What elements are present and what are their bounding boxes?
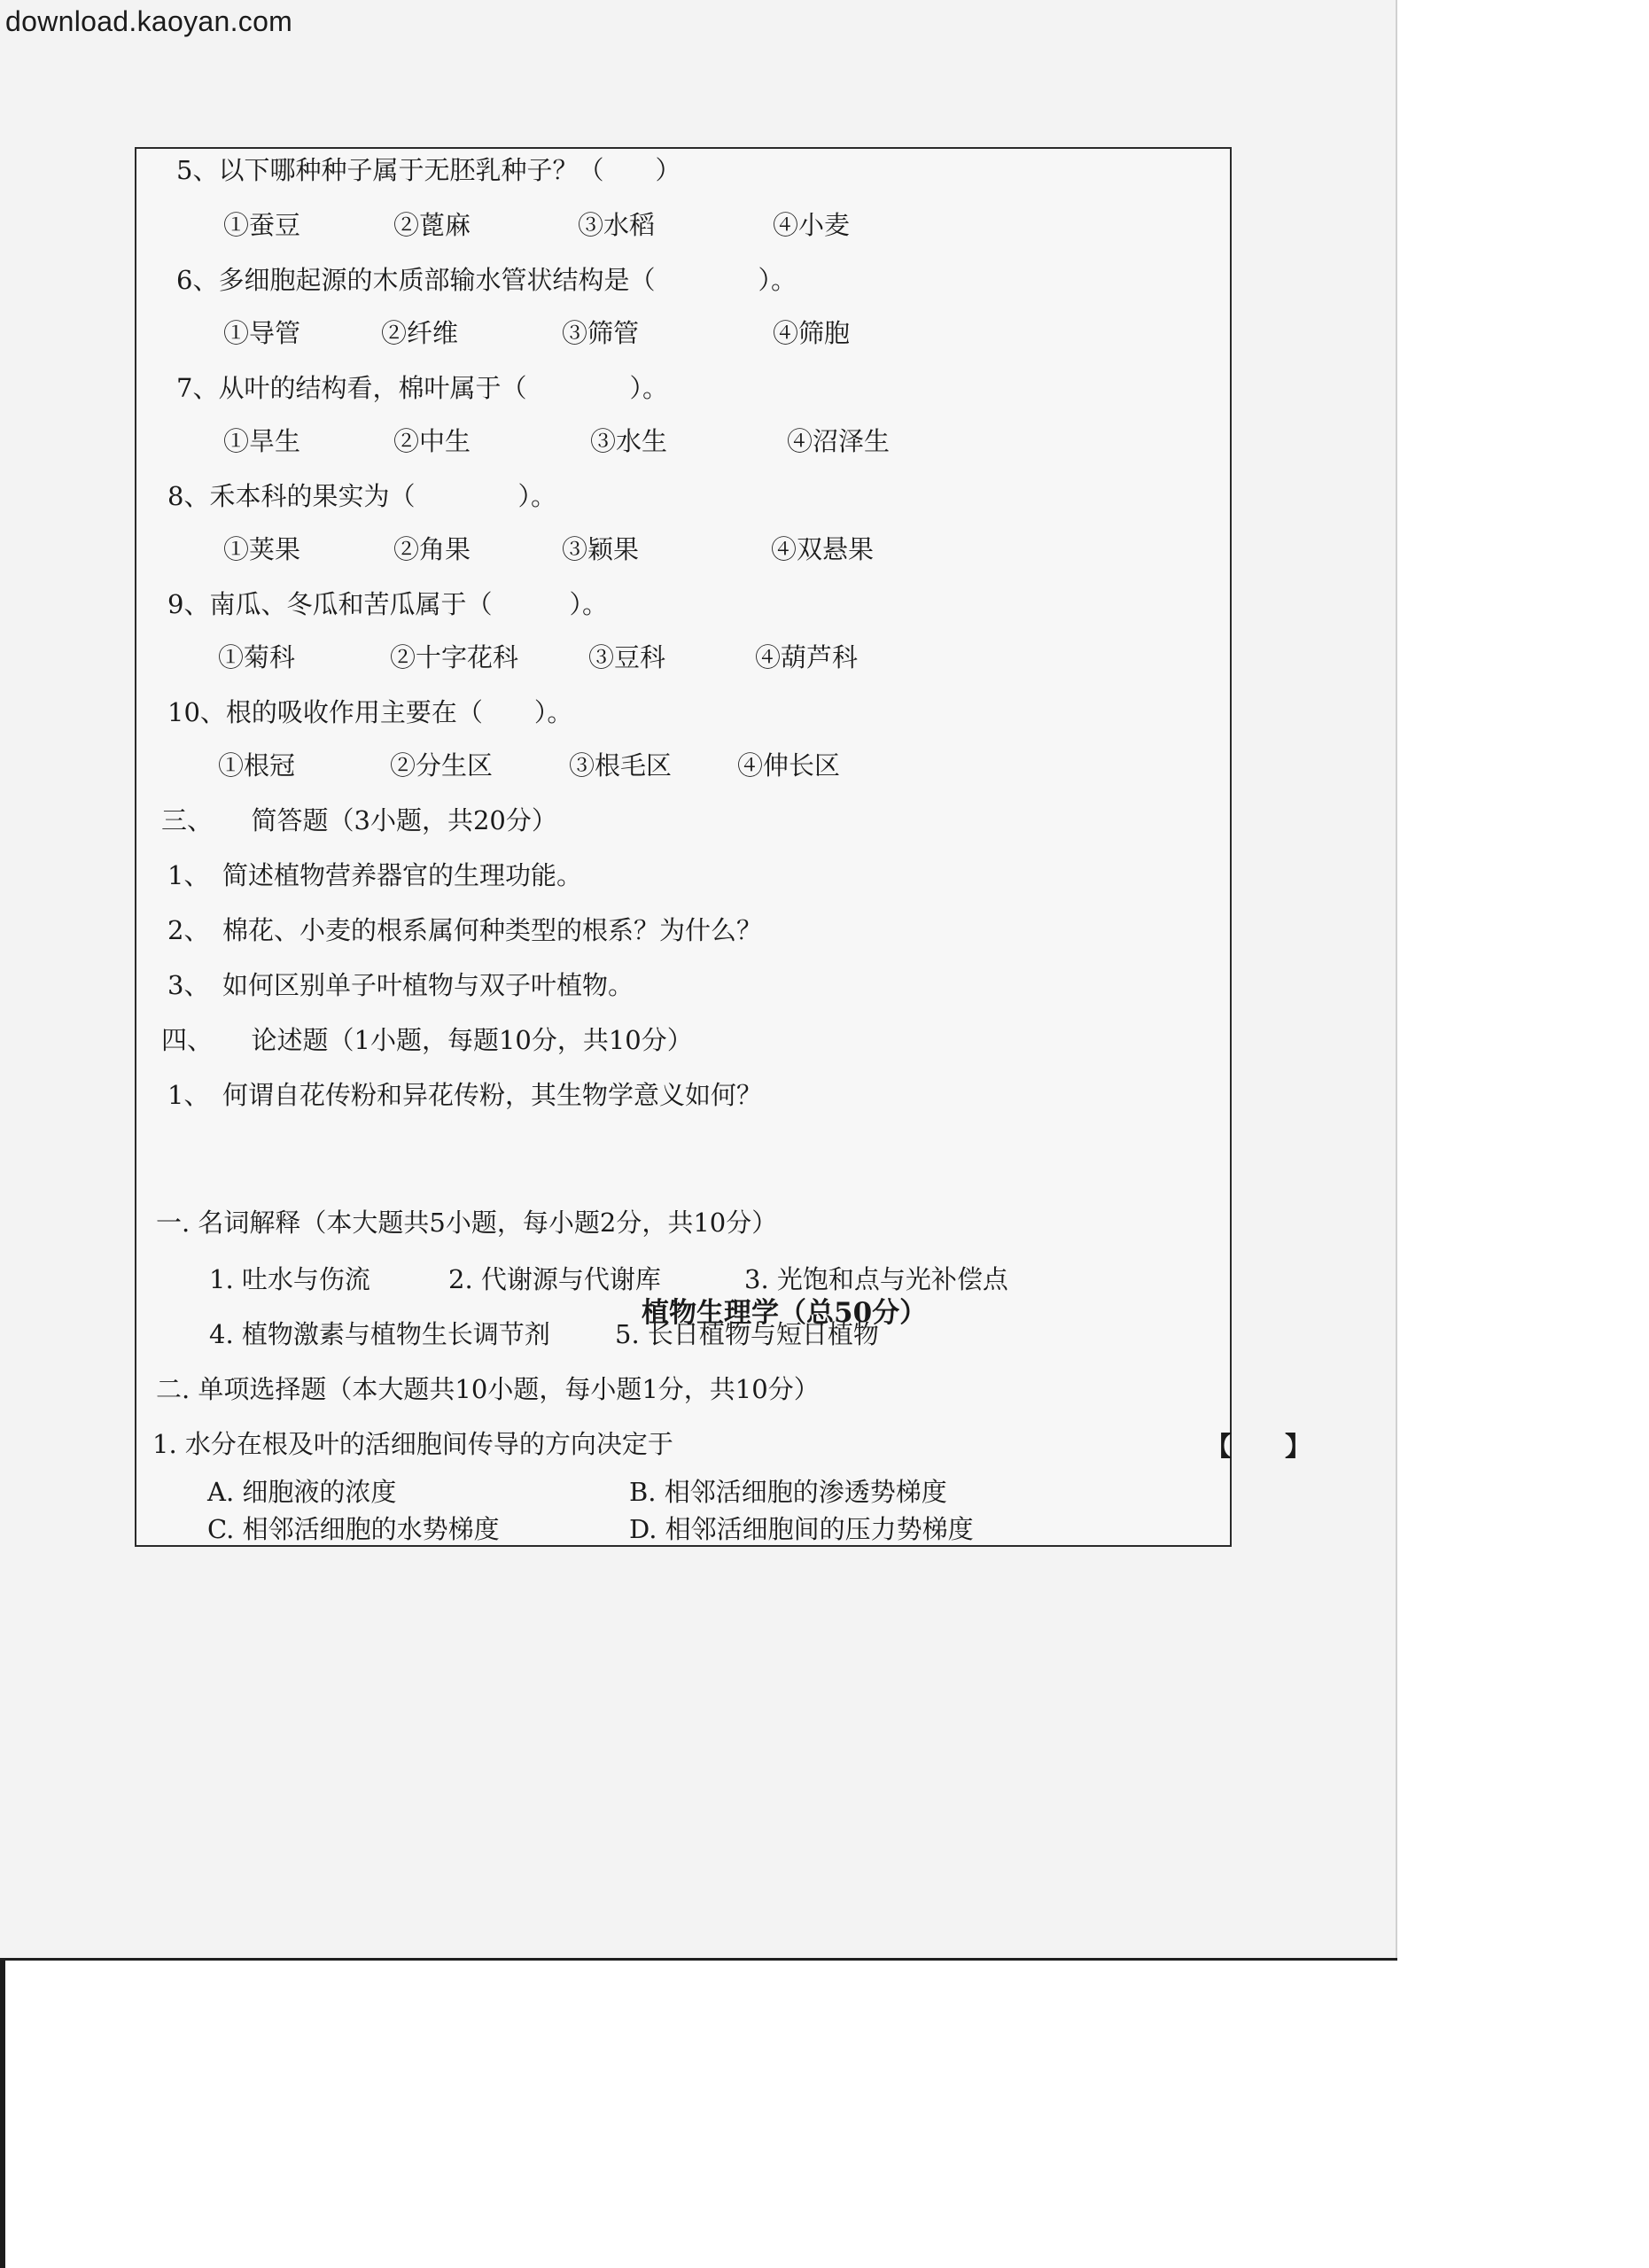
term: 3. 光饱和点与光补偿点 bbox=[744, 1264, 1008, 1294]
physiology-section-2-title: 二. 单项选择题（本大题共10小题，每小题1分，共10分） bbox=[156, 1374, 820, 1404]
option: ②十字花科 bbox=[390, 642, 519, 672]
section-3-item: 2、 棉花、小麦的根系属何种类型的根系？为什么？ bbox=[167, 915, 762, 945]
option: ②分生区 bbox=[390, 750, 494, 781]
option: ①旱生 bbox=[223, 426, 301, 456]
scan-bottom-edge bbox=[0, 1958, 1397, 1961]
physiology-section-1-title: 一. 名词解释（本大题共5小题，每小题2分，共10分） bbox=[156, 1208, 778, 1238]
term: 5. 长日植物与短日植物 bbox=[615, 1319, 879, 1349]
watermark-text: download.kaoyan.com bbox=[5, 5, 293, 37]
answer-bracket: 【 】 bbox=[1205, 1432, 1311, 1463]
option: ②蓖麻 bbox=[393, 210, 471, 240]
question-5-stem: 5、以下哪种种子属于无胚乳种子？（ ） bbox=[176, 155, 681, 185]
term: 1. 吐水与伤流 bbox=[209, 1264, 370, 1294]
option: ④伸长区 bbox=[737, 750, 841, 781]
option: ③水稻 bbox=[578, 210, 656, 240]
section-3-item: 1、 简述植物营养器官的生理功能。 bbox=[167, 860, 582, 890]
option: ②纤维 bbox=[381, 318, 459, 348]
question-10-stem: 10、根的吸收作用主要在（ ）。 bbox=[167, 697, 573, 727]
scan-edge bbox=[1396, 0, 1397, 1960]
option: ④双悬果 bbox=[771, 534, 875, 564]
scan-left-strip bbox=[0, 1961, 5, 2268]
option: ④葫芦科 bbox=[755, 642, 859, 672]
option: ③水生 bbox=[590, 426, 668, 456]
option: ①根冠 bbox=[218, 750, 296, 781]
section-4-item: 1、 何谓自花传粉和异花传粉，其生物学意义如何？ bbox=[167, 1080, 762, 1110]
option: ③豆科 bbox=[588, 642, 666, 672]
section-3-item: 3、 如何区别单子叶植物与双子叶植物。 bbox=[167, 970, 634, 1000]
section-3-title: 三、 简答题（3小题，共20分） bbox=[161, 805, 557, 835]
question-6-stem: 6、多细胞起源的木质部输水管状结构是（ ）。 bbox=[176, 265, 797, 295]
exam-content-box bbox=[135, 147, 1311, 1547]
mcq-1-stem: 1. 水分在根及叶的活细胞间传导的方向决定于 bbox=[152, 1429, 673, 1459]
option: ④沼泽生 bbox=[787, 426, 891, 456]
term: 4. 植物激素与植物生长调节剂 bbox=[209, 1319, 550, 1349]
option: ③根毛区 bbox=[569, 750, 673, 781]
physiology-title: 植物生理学（总50分） bbox=[642, 1297, 928, 1329]
option: ④筛胞 bbox=[773, 318, 851, 348]
term: 2. 代谢源与代谢库 bbox=[448, 1264, 661, 1294]
option: ③颖果 bbox=[562, 534, 640, 564]
option: ②角果 bbox=[393, 534, 471, 564]
option: A. 细胞液的浓度 bbox=[207, 1477, 397, 1507]
option: ①导管 bbox=[223, 318, 301, 348]
option: ①蚕豆 bbox=[223, 210, 301, 240]
question-7-stem: 7、从叶的结构看，棉叶属于（ ）。 bbox=[176, 373, 668, 403]
option: ③筛管 bbox=[562, 318, 640, 348]
option: ②中生 bbox=[393, 426, 471, 456]
question-9-stem: 9、南瓜、冬瓜和苦瓜属于（ ）。 bbox=[167, 589, 608, 619]
option: D. 相邻活细胞间的压力势梯度 bbox=[629, 1514, 974, 1544]
question-8-stem: 8、禾本科的果实为（ ）。 bbox=[167, 481, 556, 511]
option: ①菊科 bbox=[218, 642, 296, 672]
option: C. 相邻活细胞的水势梯度 bbox=[207, 1514, 500, 1544]
option: B. 相邻活细胞的渗透势梯度 bbox=[629, 1477, 947, 1507]
option: ④小麦 bbox=[773, 210, 851, 240]
section-4-title: 四、 论述题（1小题，每题10分，共10分） bbox=[161, 1025, 693, 1055]
option: ①荚果 bbox=[223, 534, 301, 564]
